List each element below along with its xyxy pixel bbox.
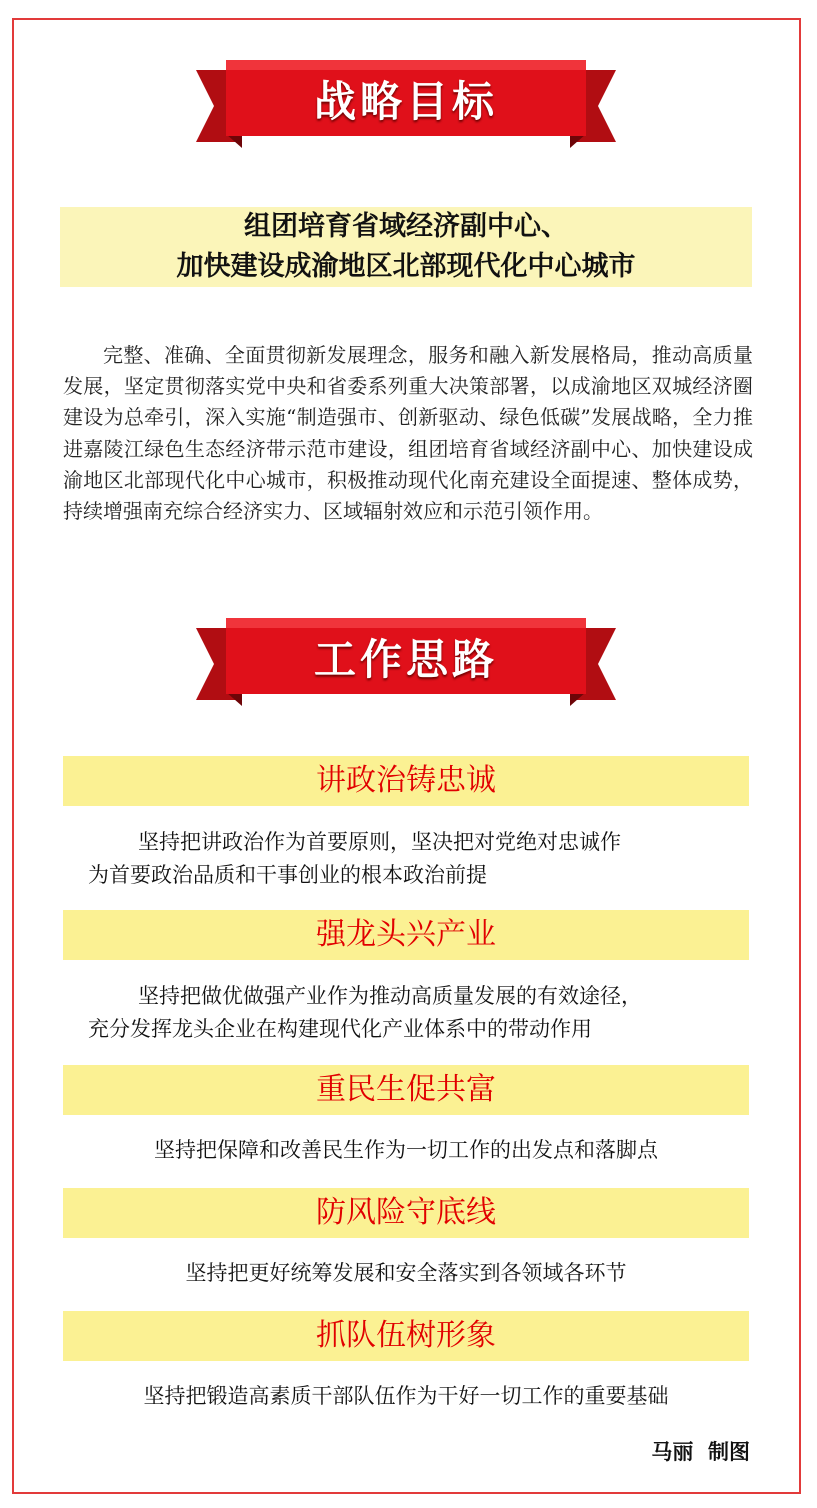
section-body	[63, 1257, 749, 1290]
section-title: 抓队伍树形象	[63, 1311, 749, 1361]
credit: 马丽 制图	[651, 1440, 750, 1464]
strategy-banner	[196, 58, 616, 148]
headline-line-1: 组团培育省域经济副中心、	[244, 211, 568, 242]
section-body	[88, 980, 748, 1046]
strategy-banner-title: 战略目标	[313, 77, 498, 126]
approach-banner	[196, 616, 616, 706]
section-body-line: 充分发挥龙头企业在构建现代化产业体系中的带动作用	[88, 1017, 592, 1041]
approach-banner-title: 工作思路	[313, 635, 498, 684]
intro-paragraph: 完整、准确、全面贯彻新发展理念，服务和融入新发展格局，推动高质量发展，坚定贯彻落实党中央和省委系列重大决策部署，以成渝地区双城经济圈建设为总牵引，深入实施“制造强市、创新驱动、绿色低碳”发展战略，全力推进嘉陵江绿色生态经济带示范市建设，组团培育省域经济副中心、加快建设成渝地区北部现代化中心城市，积极推动现代化南充建设全面提速、整体成势，持续增强南充综合经济实力、区域辐射效应和示范引领作用。	[63, 343, 753, 524]
section-title: 讲政治铸忠诚	[63, 756, 749, 806]
section-body	[88, 826, 748, 892]
section-body-line: 坚持把更好统筹发展和安全落实到各领域各环节	[185, 1261, 627, 1285]
section-body-line: 坚持把讲政治作为首要原则，坚决把对党绝对忠诚作	[138, 830, 621, 854]
section-title: 防风险守底线	[63, 1188, 749, 1238]
section-title: 重民生促共富	[63, 1065, 749, 1115]
section-body-line: 为首要政治品质和干事创业的根本政治前提	[88, 863, 487, 887]
section-body	[63, 1380, 749, 1413]
section-title: 强龙头兴产业	[63, 910, 749, 960]
strategy-headline	[60, 207, 752, 287]
section-body-line: 坚持把锻造高素质干部队伍作为干好一切工作的重要基础	[143, 1384, 669, 1408]
headline-line-2: 加快建设成渝地区北部现代化中心城市	[176, 251, 636, 282]
section-body-line: 坚持把做优做强产业作为推动高质量发展的有效途径，	[138, 984, 642, 1008]
section-body-line: 坚持把保障和改善民生作为一切工作的出发点和落脚点	[154, 1138, 658, 1162]
section-body	[63, 1134, 749, 1167]
